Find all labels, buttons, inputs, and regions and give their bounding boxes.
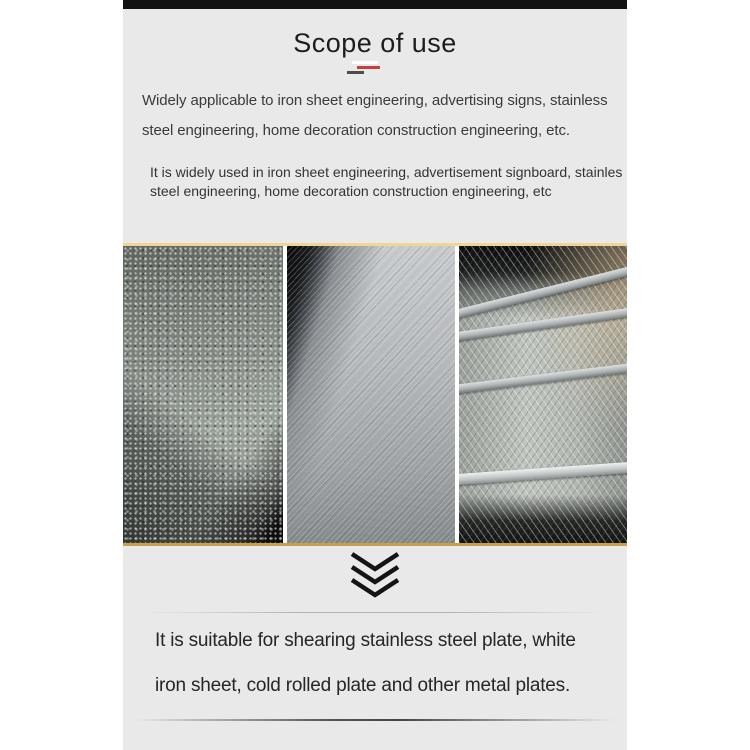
- intro-paragraph: [142, 86, 627, 145]
- product-description-page: [123, 0, 627, 750]
- title-underline-white: [352, 61, 378, 64]
- footer-note-top-divider: [143, 612, 607, 613]
- photo-galvanized-steel-sheet: [123, 246, 283, 543]
- title-underline-red: [357, 66, 380, 69]
- intro-line-2: steel engineering, home decoration construction engineering, etc.: [142, 121, 570, 139]
- secondary-line-1: It is widely used in iron sheet engineering, advertisement signboard, stainles: [150, 164, 623, 180]
- photo-checkered-plate-coil: [459, 246, 627, 543]
- top-divider-bar: [123, 0, 627, 9]
- chevron-down-icon: [349, 551, 401, 607]
- coil-strap: [459, 307, 627, 342]
- secondary-line-2: steel engineering, home decoration construction engineering, etc: [150, 183, 552, 199]
- coil-strap: [459, 363, 627, 395]
- intro-line-1: Widely applicable to iron sheet engineering, advertising signs, stainless: [142, 92, 608, 109]
- coil-strap: [459, 461, 627, 485]
- product-photo-strip: [123, 243, 627, 546]
- title-underline-dark: [347, 71, 364, 74]
- suitability-line-1: It is suitable for shearing stainless steel plate, white: [155, 630, 576, 651]
- suitability-note: [155, 618, 623, 708]
- secondary-paragraph: [150, 163, 627, 201]
- suitability-line-2: iron sheet, cold rolled plate and other metal plates.: [155, 675, 571, 696]
- photo-brushed-stainless-plate: [287, 246, 455, 543]
- section-title: Scope of use: [293, 28, 457, 58]
- footer-note-bottom-divider: [135, 719, 615, 721]
